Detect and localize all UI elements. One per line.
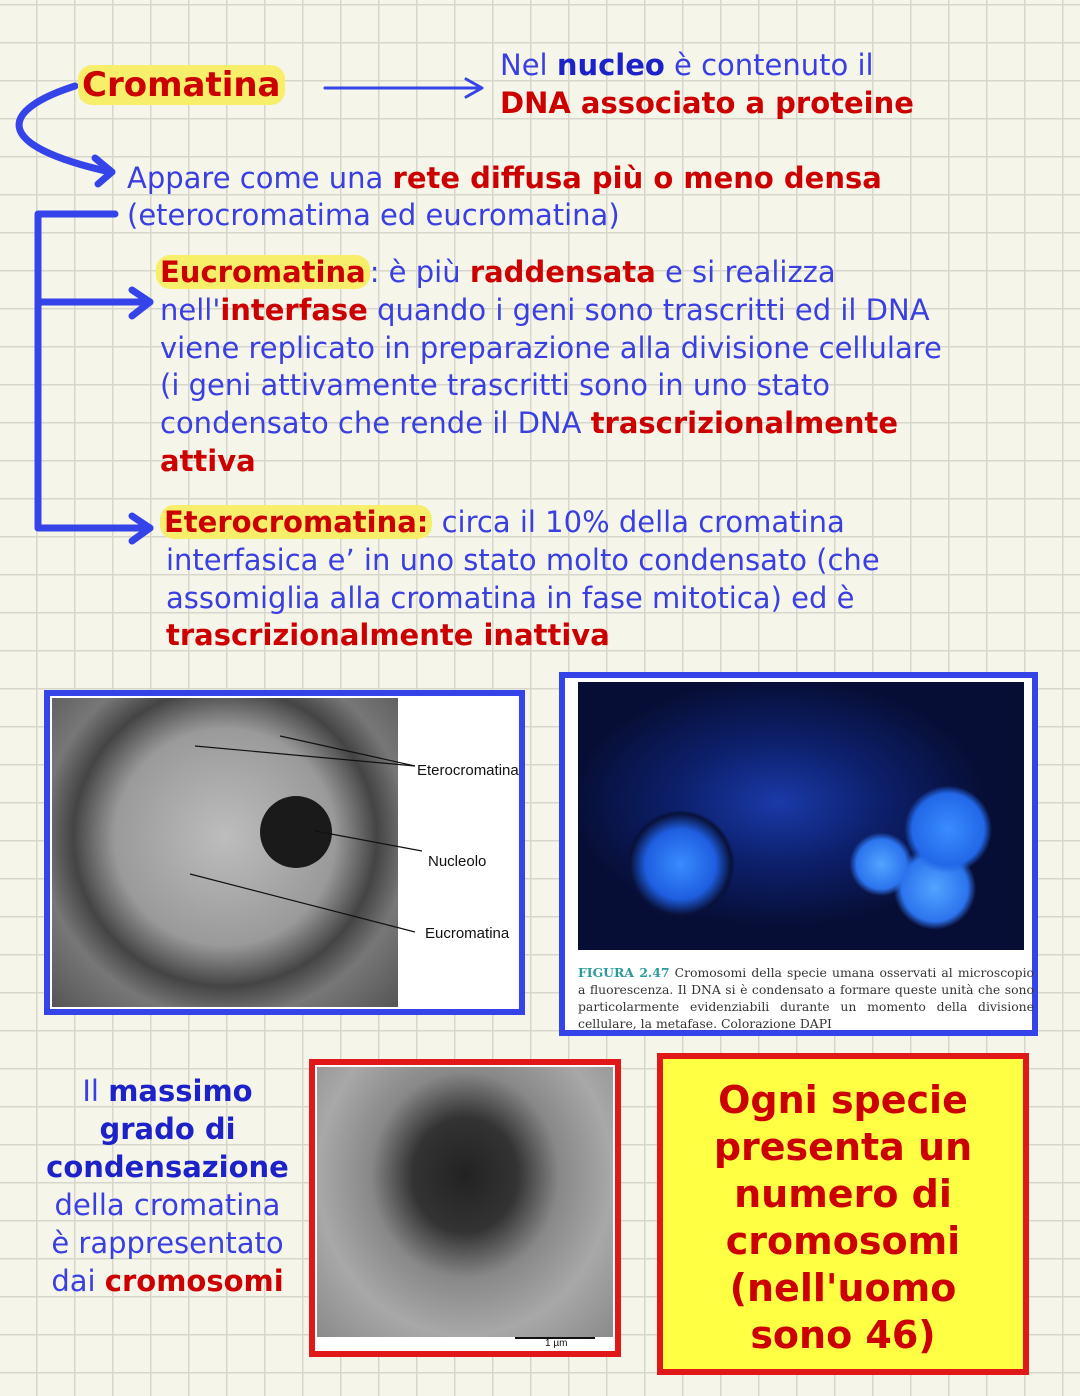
title: Cromatina [78,66,285,104]
appare-line: Appare come una rete diffusa più o meno densa [127,161,882,195]
fluorescence-image [578,682,1024,950]
eucromatina-line-2: nell'interfase quando i geni sono trascritti ed il DNA [160,293,930,327]
appare-line-2: (eterocromatima ed eucromatina) [127,198,620,232]
eucromatina-line-3: viene replicato in preparazione alla divisione cellulare [160,331,942,365]
nucleo-note: Nel nucleo è contenuto il [500,48,874,82]
chromosome-micrograph [317,1067,613,1337]
label-pointers [50,696,520,1008]
nucleo-note-2: DNA associato a proteine [500,86,914,120]
eucromatina-line-6: attiva [160,444,256,478]
nucleus-micrograph-frame [44,690,525,1015]
chromosome-micrograph-frame [309,1059,621,1357]
label-eterocromatina: Eterocromatina [417,762,519,779]
eucromatina-line-4: (i geni attivamente trascritti sono in uno stato [160,368,830,402]
figure-caption: FIGURA 2.47 Cromosomi della specie umana osservati al microscopio a fluorescenza. Il DNA si è condensato a formare queste unità che sono particolarmente evidenziabili durante un momento della divisione cellulare, la metafase. Colorazione DAPI [578,965,1034,1031]
condensation-note: Il massimo grado di condensazione della cromatina è rappresentato dai cromosomi [46,1074,289,1298]
eterocromatina-line-4: trascrizionalmente inattiva [166,618,610,652]
eterocromatina-line-1: Eterocromatina: circa il 10% della cromatina [160,503,845,541]
chromosome-count-box: Ogni specie presenta un numero di cromosomi (nell'uomo sono 46) [657,1053,1029,1375]
eucromatina-line-5: condensato che rende il DNA trascrizionalmente [160,406,899,440]
eterocromatina-line-2: interfasica e’ in uno stato molto condensato (che [166,543,880,577]
fluorescence-figure-frame [559,672,1038,1036]
eterocromatina-line-3: assomiglia alla cromatina in fase mitotica) ed è [166,581,855,615]
label-eucromatina: Eucromatina [425,925,510,942]
scale-bar: 1 µm [545,1338,568,1349]
label-nucleolo: Nucleolo [428,853,487,870]
eucromatina-line-1: Eucromatina : è più raddensata e si realizza [156,253,836,291]
